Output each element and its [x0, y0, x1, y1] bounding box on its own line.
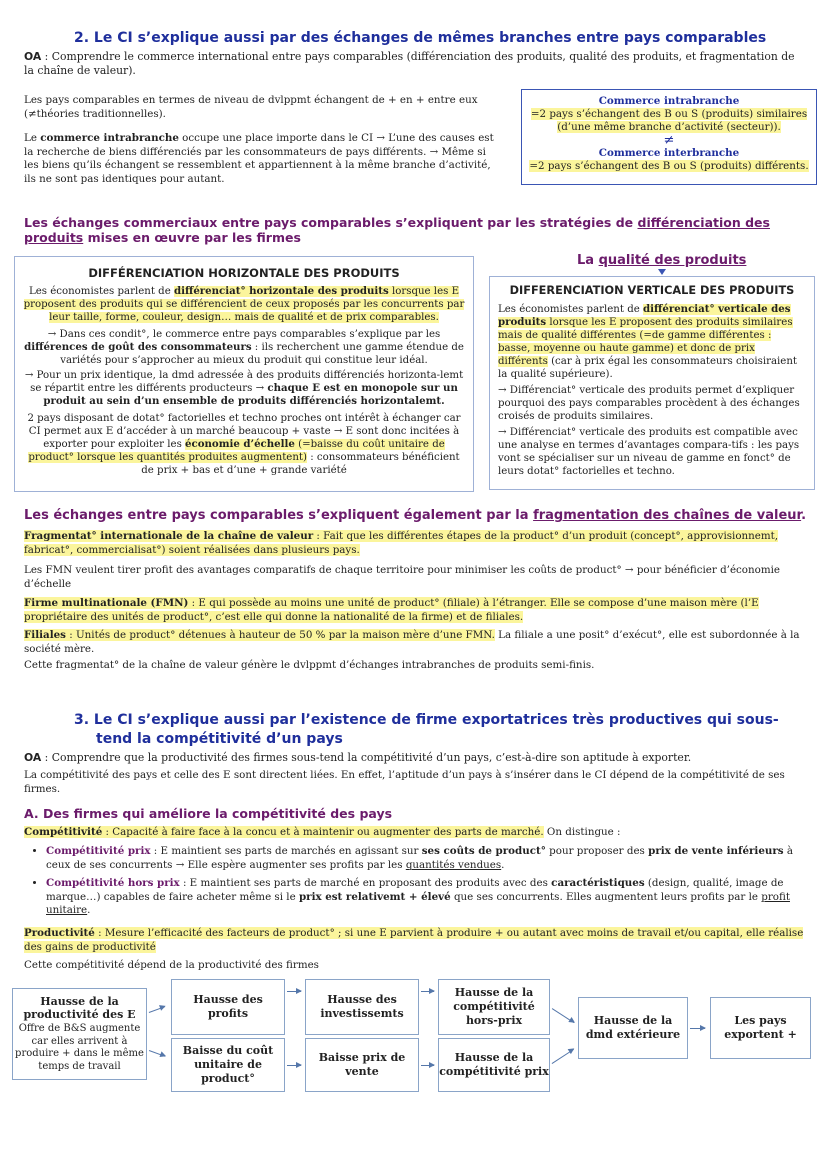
- productivite-definition: Productivité : Mesure l’efficacité des facteurs de product° ; si une E parvient à produire + ou autant avec moins de travail et/ou capital, elle réalise des gains de productivité: [24, 927, 804, 953]
- inter-text: =2 pays s’échangent des B ou S (produits) différents.: [529, 160, 809, 172]
- list-item: • Compétitivité prix : E maintient ses parts de marchés en agissant sur ses coûts de product° pour proposer des prix de vente inférieurs à ceux de ses concurrents → Elle espère augmenter ses profits par les quantités vendues.: [46, 845, 804, 872]
- flow-node-cout-unitaire: Baisse du coût unitaire de product°: [171, 1038, 285, 1092]
- flow-node-competitivite-hors-prix: Hausse de la compétitivité hors-prix: [438, 979, 550, 1035]
- down-arrow-icon: [658, 269, 666, 275]
- inter-title: Commerce interbranche: [598, 147, 740, 159]
- filiales-definition: Filiales : Unités de product° détenues à hauteur de 50 % par la maison mère d’une FMN. La filiale a une posit° d’exécut°, elle est subordonnée à la société mère.: [24, 629, 800, 655]
- vert-body: Les économistes parlent de différenciat° verticale des produits lorsque les E proposent des produits similaires mais de qualité différentes (=de gamme différentes : basse, moyenne ou haute gamme) et donc de prix différents (car à prix égal les consommateurs choisiraient la qualité supérieure). → Différenciat° verticale des produits permet d’expliquer pourquoi des pays comparables procèdent à des échanges croisés de produits similaires. → Différenciat° verticale des produits est compatible avec une analyse en termes d’avantages compara-tifs : les pays vont se spécialiser sur un niveau de gamme en fonct° de leurs dotat° factorielles et techno.: [498, 303, 800, 477]
- s3-paragraph-1: La compétitivité des pays et celle des E sont directent liées. En effet, l’aptitude d’un pays à s’insérer dans le CI dépend de la compétitivité de ses firmes.: [24, 769, 785, 795]
- flow-node-exports: Les pays exportent +: [710, 997, 811, 1059]
- flow-node-competitivite-prix: Hausse de la compétitivité prix: [438, 1038, 550, 1092]
- term-intrabranche: commerce intrabranche: [40, 132, 179, 144]
- neq-symbol: ≠: [663, 133, 675, 148]
- competitivite-definition: Compétitivité : Capacité à faire face à la concu et à maintenir ou augmenter des parts de marché. On distingue :: [24, 826, 621, 838]
- flow-arrow-icon: [552, 1049, 575, 1064]
- flow-arrow-icon: [149, 1050, 165, 1057]
- subsection-a-title: A. Des firmes qui améliore la compétitivité des pays: [24, 806, 393, 821]
- vertical-diff-box: [489, 276, 815, 490]
- flow-arrow-icon: [690, 1028, 705, 1029]
- diff-heading: Les échanges commerciaux entre pays comparables s’expliquent par les stratégies de différenciation des produits mises en œuvre par les firmes: [24, 215, 770, 245]
- quality-label: La qualité des produits: [577, 253, 747, 268]
- definition-box: [521, 89, 817, 185]
- section-2-title: 2. Le CI s’explique aussi par des échanges de mêmes branches entre pays comparables: [74, 30, 767, 46]
- flow-arrow-icon: [421, 991, 434, 992]
- flow-arrow-icon: [421, 1065, 434, 1066]
- frag-heading: Les échanges entre pays comparables s’expliquent également par la fragmentation des chaînes de valeur.: [24, 508, 807, 523]
- horizontal-diff-box: [14, 256, 474, 492]
- flow-arrow-icon: [287, 1065, 301, 1066]
- s3-dep-paragraph: Cette compétitivité dépend de la productivité des firmes: [24, 959, 319, 971]
- horiz-title: DIFFÉRENCIATION HORIZONTALE DES PRODUITS: [88, 266, 400, 280]
- frag-definition: Fragmentat° internationale de la chaîne de valeur : Fait que les différentes étapes de la product° d’un produit (concept°, approvisionnemt, fabricat°, commercialisat°) soient réalisées dans plusieurs pays.: [24, 530, 779, 556]
- flow-node-investissements: Hausse des investissemts: [305, 979, 419, 1035]
- list-item: • Compétitivité hors prix : E maintient ses parts de marché en proposant des produits avec des caractéristiques (design, qualité, image de marque…) capables de faire acheter même si le prix est relativemt + élevé que ses concurrents. Elles augmentent leurs profits par le profit unitaire.: [46, 877, 804, 918]
- oa-text: : Comprendre le commerce international entre pays comparables (différenciation des produits, qualité des produits, et fragmentation de la chaîne de valeur).: [24, 50, 795, 77]
- s2-paragraph-2: Le commerce intrabranche occupe une place importe dans le CI → L’une des causes est la recherche de biens différenciés par les consommateurs de pays différents. → Même si les biens qu’ils échangent se ressemblent et appartiennent à la même branche d’activité, ils ne sont pas identiques pour autant.: [24, 132, 494, 185]
- flow-node-prix-vente: Baisse prix de vente: [305, 1038, 419, 1092]
- s2-paragraph-1: Les pays comparables en termes de niveau de dvlppmt échangent de + en + entre eux (≠théories traditionnelles).: [24, 94, 478, 120]
- flow-arrow-icon: [287, 991, 301, 992]
- frag-end-paragraph: Cette fragmentat° de la chaîne de valeur génère le dvlppmt d’échanges intrabranches de produits semi-finis.: [24, 659, 595, 671]
- intra-title: Commerce intrabranche: [598, 95, 740, 107]
- frag-fmn-paragraph: Les FMN veulent tirer profit des avantages comparatifs de chaque territoire pour minimiser les coûts de product° → pour bénéficier d’économie d’échelle: [24, 564, 780, 590]
- intra-text: =2 pays s’échangent des B ou S (produits) similaires (d’une même branche d’activité (secteur)).: [530, 108, 808, 133]
- oa-label: OA: [24, 50, 42, 63]
- s2-oa: [24, 50, 804, 78]
- flow-arrow-icon: [552, 1008, 575, 1023]
- diff-heading-underlined: différenciation des produits: [24, 215, 770, 245]
- horiz-body: Les économistes parlent de différenciat° horizontale des produits lorsque les E proposent des produits qui se différencient de ceux proposés par les concurrents par leur taille, forme, couleur, design… mais de qualité et de prix comparables. → Dans ces condit°, le commerce entre pays comparables s’explique par les différences de goût des consommateurs : ils recherchent une gamme étendue de variétés pour s’approcher au mieux du produit qui constitue leur idéal. → Pour un prix identique, la dmd adressée à des produits différenciés horizonta-lemt se répartit entre les différents producteurs → chaque E est en monopole sur un produit au sein d’un ensemble de produits différenciés horizontalemt. 2 pays disposant de dotat° factorielles et techno proches ont intérêt à échanger car CI permet aux E d’accéder à un marché beaucoup + vaste → E sont donc incitées à exporter pour exploiter les économie d’échelle (=baisse du coût unitaire de product° lorsque les quantités produites augmentent) : consommateurs bénéficient de prix + bas et d’une + grande variété: [23, 285, 465, 476]
- flow-node-demande-exterieure: Hausse de la dmd extérieure: [578, 997, 688, 1059]
- flow-node-profits: Hausse des profits: [171, 979, 285, 1035]
- section-3-title: 3. Le CI s’explique aussi par l’existence de firme exportatrices très productives qui sous- tend la compétitivité d’un pays: [74, 712, 779, 747]
- flow-node-productivite: Hausse de la productivité des E Offre de B&S augmente car elles arrivent à produire + dans le même temps de travail: [12, 988, 147, 1080]
- s3-oa: OA : Comprendre que la productivité des firmes sous-tend la compétitivité d’un pays, c’est-à-dire son aptitude à exporter.: [24, 751, 692, 764]
- vert-title: DIFFERENCIATION VERTICALE DES PRODUITS: [509, 284, 795, 297]
- flow-arrow-icon: [149, 1006, 165, 1013]
- fmn-definition: Firme multinationale (FMN) : E qui possède au moins une unité de product° (filiale) à l’étranger. Elle se compose d’une maison mère (l’E propriétaire des unités de product°, c’est elle qui donne la nationalité de la firme) et de filiales.: [24, 597, 759, 623]
- competitivite-list: [24, 845, 804, 920]
